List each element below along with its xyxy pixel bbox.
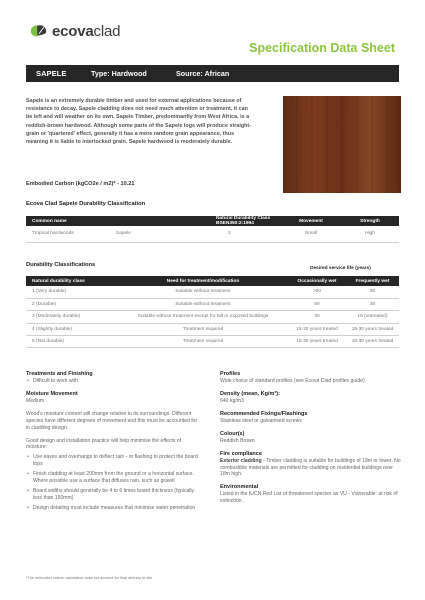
table-cell: Suitable without treatment [118,298,288,310]
durability-classifications-heading: Durability Classifications [26,262,96,268]
list-item: • Design detailing must include measures that minimise water penetration [26,505,200,512]
leaf-logo-icon [30,22,48,40]
th-species [116,216,216,226]
table-row [26,336,399,348]
treatments-heading: Treatments and Finishing [26,371,93,377]
right-column [220,371,404,505]
environmental-heading: Environmental [220,484,259,491]
th-strength: Strength [341,216,399,226]
profiles-text: Wide choice of standard profiles (see Ecova Clad profiles guide) [220,378,365,384]
table-cell: Suitable without treatment [118,286,288,298]
treatments-item: • Difficult to work with [26,378,200,385]
table-cell: Suitable without treatment except for tall or exposed buildings [118,311,288,323]
product-name: SAPELE [36,69,67,78]
list-item: • Finish cladding at least 200mm from the ground or a horizontal surface. Where possible use a surface that diffuses rain, such as gravel [26,471,200,485]
table-row [26,226,399,242]
table-header-row [26,276,399,286]
th-frequently-wet: Frequently wet [346,276,399,286]
th-durability-class: Natural Durability Class BSEN350:2:1994 [216,216,281,226]
table-cell: 3 (Moderately durable) [26,311,118,323]
product-type: Type: Hardwood [91,69,147,78]
fire-text [220,458,404,479]
list-item: • Board widths should generally be 4 to 6 times board thickness (typically less than 150mm) [26,488,200,502]
moisture-heading: Moisture Movement [26,390,78,397]
fixings-heading: Recommended Fixings/Flashings [220,410,308,417]
moisture-paragraph-2: Good design and installation practice will help minimise the effects of moisture: [26,437,182,451]
table-cell: 4 (Slightly durable) [26,323,118,335]
logo-wordmark: ecovaclad [52,22,121,40]
moisture-paragraph-1: Wood's moisture content will change relative to its surroundings. Different species have different degrees of movement and this must be accounted for in cladding design. [26,410,198,431]
desired-service-life-label: Desired service life (years) [310,266,371,271]
product-banner [26,65,399,82]
fixings-text: Stainless steel or galvanised screws [220,417,302,424]
sapele-timber-photo [283,96,401,193]
th-need-for-treatment: Need for treatment/modification [118,276,288,286]
cell-movement: Small [281,226,341,242]
table-row [26,298,399,310]
table-cell: 60 [346,286,399,298]
cell-class: 2 [216,226,281,242]
table-cell: 15-30 years treated [346,323,399,335]
ecovaclad-logo [30,22,120,40]
table-row [26,323,399,335]
durability-class-heading: Ecova Clad Sapele Durability Classification [26,201,146,207]
table-cell: 60 [288,298,346,310]
left-column [26,371,200,512]
cell-species: Sapele [116,226,216,242]
table-cell: 2 (Durable) [26,298,118,310]
th-natural-durability-class: Natural durability class [26,276,118,286]
table-cell: 5 (Not durable) [26,336,118,348]
th-occasionally-wet: Occasionally wet [288,276,346,286]
table-cell: >60 [288,286,346,298]
intro-paragraph: Sapele is an extremely durable timber and used for external applications because of resistance to decay. Sapele cladding does not need much attention or treatment, it can be left and will weather on its own. Sapele Timber, predominantly from West Africa, is a reddish-brown hardwood. Although some parts of the Sapele logs will produce straight-grain or 'quartered' effect, generally it has a more random grain appearance, thus meaning it is liable to interlocked grain. Sapele hardwood is moderately durable. [26,98,252,146]
table-cell: 30 [346,298,399,310]
durability-classifications-table [26,276,399,348]
table-cell: 15-30 years treated [288,336,346,348]
fire-heading: Fire compliance [220,450,262,457]
embodied-carbon: Embodied Carbon (kgCO2e / m2)* - 10.21 [26,181,135,187]
colour-value: Reddish Brown [220,437,255,444]
th-movement: Movement [281,216,341,226]
table-row [26,311,399,323]
table-cell: 15 (untreated) [346,311,399,323]
colour-heading: Colour(s) [220,430,245,437]
environmental-text: Listed in the IUCN Red List of threatened species as VU - Vulnerable: at risk of extinction. [220,491,398,505]
table-cell: 30 [288,311,346,323]
cell-common-name: Tropical hardwoods [26,226,116,242]
table-cell: Treatment required [118,323,288,335]
table-row [26,286,399,298]
th-common-name: Common name [26,216,116,226]
durability-class-table [26,216,399,243]
fire-bold: Exterior cladding [220,457,262,464]
table-header-row [26,216,399,226]
table-cell: 15-30 years treated [288,323,346,335]
table-cell: Treatment required [118,336,288,348]
list-item: • Use eaves and overhangs to deflect rain - or flashing to protect the board tops [26,454,200,468]
sheet-title: Specification Data Sheet [249,41,395,55]
density-heading: Density (mean, Kg/m³): [220,390,280,397]
density-value: 640 kg/m3 [220,397,244,404]
cell-strength: High [341,226,399,242]
table-cell: 15-30 years treated [346,336,399,348]
product-source: Source: African [176,69,230,78]
fire-detail: - Timber cladding is suitable for buildings of 18m or lower. No combustible materials are permitted for cladding on residential buildings over 18m high. [220,457,401,478]
profiles-heading: Profiles [220,371,241,377]
moisture-value: Medium [26,397,45,404]
footnote: *The embodied carbon calculation does not account for final delivery to site. [26,576,154,580]
table-cell: 1 (Very durable) [26,286,118,298]
